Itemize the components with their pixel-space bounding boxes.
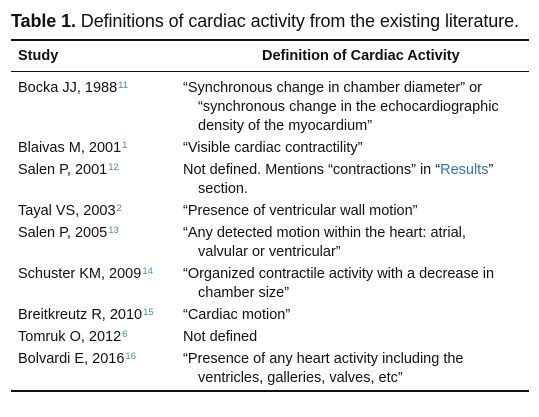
study-name: Blaivas M, 2001: [18, 140, 122, 156]
table-row: [0, 202, 539, 224]
column-header-study: Study: [18, 48, 59, 64]
study-name: Salen P, 2001: [18, 162, 108, 178]
definition-line: density of the myocardium”: [198, 118, 373, 134]
reference-number[interactable]: 2: [116, 203, 122, 214]
study-cell: [18, 265, 153, 284]
definition-line: “Organized contractile activity with a decrease in: [183, 266, 495, 282]
study-cell: [18, 79, 128, 98]
study-name: Bocka JJ, 1988: [18, 80, 118, 96]
definition-line: section.: [198, 181, 248, 197]
study-name: Breitkreutz R, 2010: [18, 307, 143, 323]
study-cell: [18, 202, 122, 221]
study-cell: [18, 224, 119, 243]
table-body: [0, 79, 539, 391]
definition-text: Not defined. Mentions “contractions” in “: [183, 162, 441, 178]
table-row: [0, 139, 539, 161]
column-header-definition: Definition of Cardiac Activity: [262, 48, 460, 64]
study-name: Salen P, 2005: [18, 225, 108, 241]
reference-number[interactable]: 11: [118, 80, 129, 91]
table-caption-label: Table 1.: [11, 11, 76, 31]
definition-line: [183, 161, 533, 180]
closing-quote: ”: [488, 162, 494, 178]
table-row: [0, 224, 539, 265]
table-header: [0, 42, 539, 70]
definition-line: ventricles, galleries, valves, etc”: [198, 370, 403, 386]
definition-cell: [183, 139, 533, 158]
definition-cell: [183, 265, 533, 303]
definition-line: chamber size”: [198, 285, 290, 301]
reference-number[interactable]: 16: [125, 351, 136, 362]
study-name: Tayal VS, 2003: [18, 203, 116, 219]
header-rule: [11, 71, 529, 72]
definition-line: “synchronous change in the echocardiographic: [198, 99, 499, 115]
table-row: [0, 328, 539, 350]
definition-line: “Any detected motion within the heart: atrial,: [183, 225, 466, 241]
top-rule: [11, 39, 529, 41]
definition-line: “Presence of ventricular wall motion”: [183, 203, 418, 219]
definition-cell: [183, 79, 533, 136]
reference-number[interactable]: 15: [143, 307, 154, 318]
reference-number[interactable]: 1: [122, 140, 128, 151]
bottom-rule: [11, 390, 529, 392]
table-row: [0, 161, 539, 202]
definition-line: “Cardiac motion”: [183, 307, 291, 323]
results-section-link[interactable]: Results: [440, 162, 489, 178]
table-row: [0, 306, 539, 328]
study-cell: [18, 328, 127, 347]
definition-cell: [183, 224, 533, 262]
definition-line: valvular or ventricular”: [198, 244, 341, 260]
study-name: Tomruk O, 2012: [18, 329, 122, 345]
table-caption-title: Definitions of cardiac activity from the existing literature.: [80, 11, 519, 31]
study-cell: [18, 139, 127, 158]
definition-cell: [183, 328, 533, 347]
table-row: [0, 79, 539, 139]
table-row: [0, 265, 539, 306]
definition-line: “Presence of any heart activity including the: [183, 351, 464, 367]
study-name: Bolvardi E, 2016: [18, 351, 125, 367]
study-cell: [18, 306, 154, 325]
reference-number[interactable]: 14: [142, 266, 153, 277]
definition-line: “Visible cardiac contractility”: [183, 140, 363, 156]
table-row: [0, 350, 539, 391]
reference-number[interactable]: 13: [108, 225, 119, 236]
study-name: Schuster KM, 2009: [18, 266, 142, 282]
definition-cell: [183, 161, 533, 199]
reference-number[interactable]: 12: [108, 162, 119, 173]
definition-line: “Synchronous change in chamber diameter” or: [183, 80, 483, 96]
definition-cell: [183, 202, 533, 221]
study-cell: [18, 350, 136, 369]
table-caption: [11, 9, 519, 33]
definition-cell: [183, 350, 533, 388]
study-cell: [18, 161, 119, 180]
definition-line: Not defined: [183, 329, 258, 345]
reference-number[interactable]: 6: [122, 329, 128, 340]
definition-cell: [183, 306, 533, 325]
